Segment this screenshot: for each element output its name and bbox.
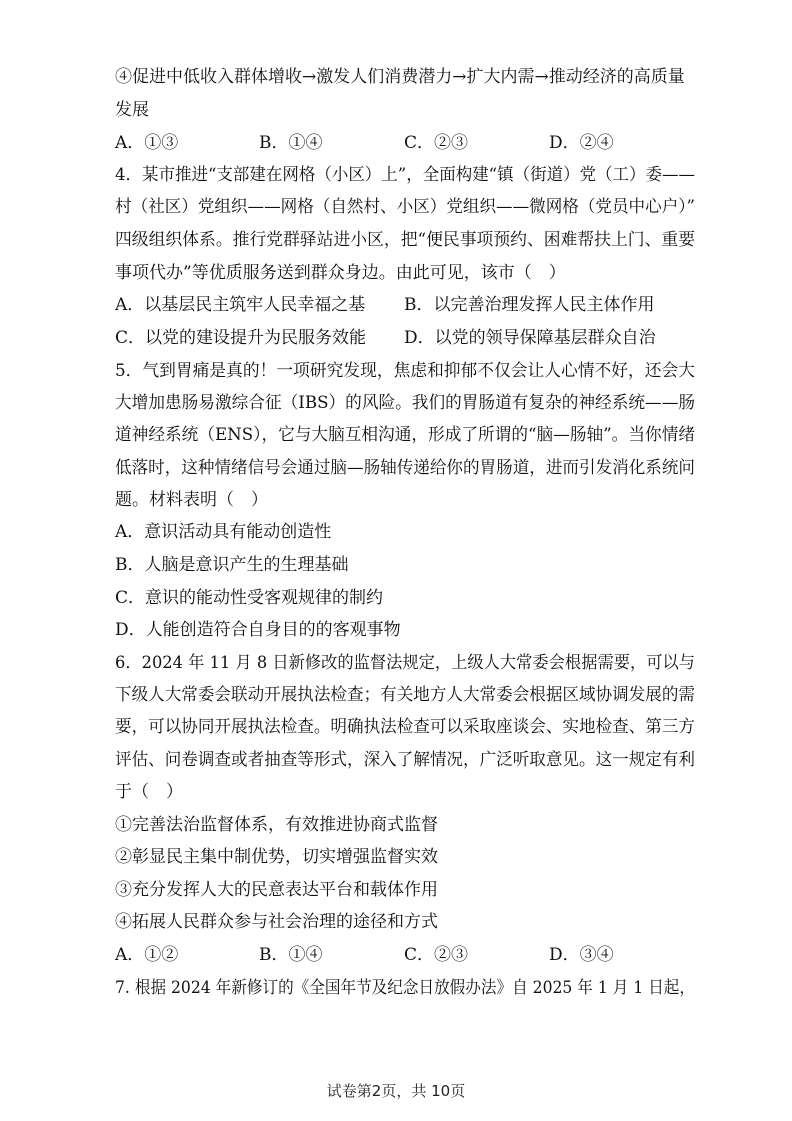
q5-stem-line-2: 大增加患肠易激综合征（IBS）的风险。我们的胃肠道有复杂的神经系统——肠 [115,393,696,413]
q6-option-d: D．③④ [549,945,614,965]
q4-option-c: C．以党的建设提升为民服务效能 [115,328,367,348]
q5-option-b: B．人脑是意识产生的生理基础 [115,555,349,575]
q5-option-d: D．人能创造符合自身目的的客观事物 [115,620,401,640]
q5-option-a: A．意识活动具有能动创造性 [115,522,332,542]
q5-stem-line-5: 题。材料表明（ ） [115,490,268,510]
q4-stem-line-3: 四级组织体系。推行党群驿站进小区，把“便民事项预约、困难帮扶上门、重要 [115,230,696,250]
q6-stem-line-4: 评估、问卷调查或者抽查等形式，深入了解情况，广泛听取意见。这一规定有利 [115,750,696,770]
q4-stem-line-2: 村（社区）党组织——网格（自然村、小区）党组织——微网格（党员中心户）” [115,197,696,217]
q6-option-a: A．①② [115,945,179,965]
q6-item-2: ②彰显民主集中制优势，切实增强监督实效 [115,847,438,867]
q6-item-1: ①完善法治监督体系，有效推进协商式监督 [115,815,438,835]
q5-stem-line-3: 道神经系统（ENS），它与大脑互相沟通，形成了所谓的“脑—肠轴”。当你情绪 [115,425,695,445]
q6-option-b: B．①④ [259,945,323,965]
q5-stem-line-1: 5．气到胃痛是真的！一项研究发现，焦虑和抑郁不仅会让人心情不好，还会大 [115,361,695,381]
q6-stem-line-2: 下级人大常委会联动开展执法检查；有关地方人大常委会根据区域协调发展的需 [115,685,696,705]
q3-option-a: A．①③ [115,133,179,153]
page-footer: 试卷第2页，共 10页 [326,1082,466,1100]
q6-item-3: ③充分发挥人大的民意表达平台和载体作用 [115,880,438,900]
q5-option-c: C．意识的能动性受客观规律的制约 [115,588,384,608]
q4-option-b: B．以完善治理发挥人民主体作用 [404,295,655,315]
q4-stem-line-4: 事项代办”等优质服务送到群众身边。由此可见，该市（ ） [115,263,566,283]
q6-option-c: C．②③ [404,945,469,965]
q6-stem-line-1: 6．2024 年 11 月 8 日新修改的监督法规定，上级人大常委会根据需要，可以与 [115,653,695,673]
q5-stem-line-4: 低落时，这种情绪信号会通过脑—肠轴传递给你的胃肠道，进而引发消化系统问 [115,458,696,478]
q6-item-4: ④拓展人民群众参与社会治理的途径和方式 [115,912,438,932]
q3-option-b: B．①④ [259,133,323,153]
q4-option-d: D．以党的领导保障基层群众自治 [404,328,656,348]
q4-stem-line-1: 4．某市推进“支部建在网格（小区）上”，全面构建“镇（街道）党（工）委—— [115,165,696,185]
q3-item-4-line-1: ④促进中低收入群体增收→激发人们消费潜力→扩大内需→推动经济的高质量 [115,67,685,87]
q3-item-4-line-2: 发展 [115,100,149,120]
q3-option-d: D．②④ [549,133,614,153]
q6-stem-line-5: 于（ ） [115,782,183,802]
q3-option-c: C．②③ [404,133,469,153]
q4-option-a: A．以基层民主筑牢人民幸福之基 [115,295,366,315]
q6-stem-line-3: 要，可以协同开展执法检查。明确执法检查可以采取座谈会、实地检查、第三方 [115,717,696,737]
q7-stem-line-1: 7. 根据 2024 年新修订的《全国年节及纪念日放假办法》自 2025 年 1 月 1 日起， [115,978,696,998]
